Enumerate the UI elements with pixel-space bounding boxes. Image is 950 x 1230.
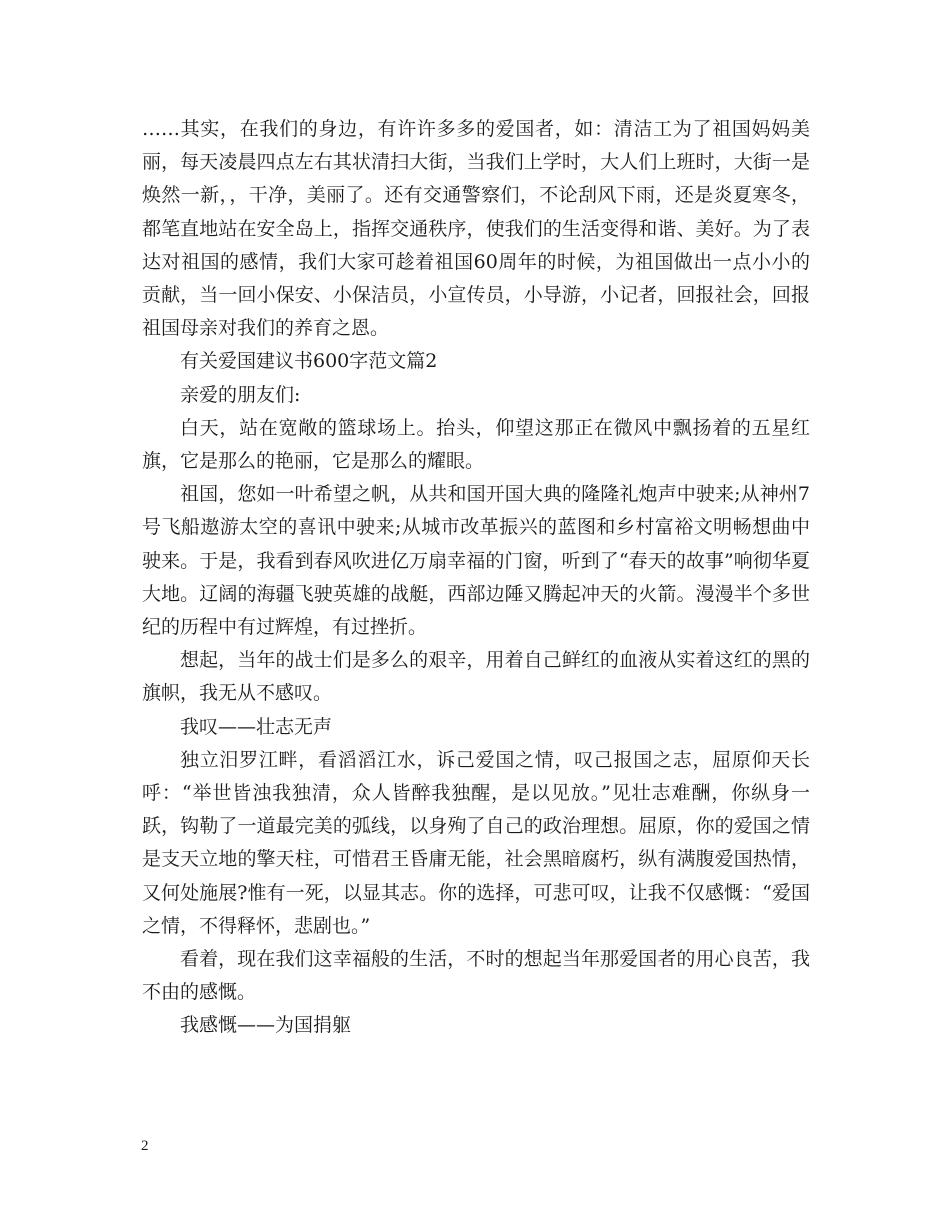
subheading-sacrifice: 我感慨——为国捐躯	[180, 1014, 352, 1037]
document-body	[142, 113, 810, 1043]
page-number: 2	[141, 1138, 149, 1154]
paragraph-8: 独立汨罗江畔，看滔滔江水，诉己爱国之情，叹己报国之志，屈原仰天长呼：“举世皆浊我独清，众人皆醉我独醒，是以见放。”见壮志难酬，你纵身一跃，钩勒了一道最完美的弧线，以身殉了自己的政治理想。屈原，你的爱国之情是支天立地的擎天柱，可惜君王昏庸无能，社会黑暗腐朽，纵有满腹爱国热情，又何处施展?惟有一死，以显其志。你的选择，可悲可叹，让我不仅感慨：“爱国之情，不得释怀，悲剧也。”	[142, 748, 810, 937]
paragraph-6: 想起，当年的战士们是多么的艰辛，用着自己鲜红的血液从实着这红的黑的旗帜，我无从不感叹。	[142, 649, 810, 705]
subheading-sigh: 我叹——壮志无声	[180, 715, 333, 738]
section-heading: 有关爱国建议书600字范文篇2	[180, 350, 438, 373]
paragraph-1: ……其实，在我们的身边，有许许多多的爱国者，如：清洁工为了祖国妈妈美丽，每天凌晨四点左右其状清扫大街，当我们上学时，大人们上班时，大街一是焕然一新，，干净，美丽了。还有交通警察们，不论刮风下雨，还是炎夏寒冬，都笔直地站在安全岛上，指挥交通秩序，使我们的生活变得和谐、美好。为了表达对祖国的感情，我们大家可趁着祖国60周年的时候，为祖国做出一点小小的贡献，当一回小保安、小保洁员，小宣传员，小导游，小记者，回报社会，回报祖国母亲对我们的养育之恩。	[142, 118, 810, 340]
paragraph-9: 看着，现在我们这幸福般的生活，不时的想起当年那爱国者的用心良苦，我不由的感慨。	[142, 948, 810, 1004]
salutation: 亲爱的朋友们:	[180, 383, 301, 406]
paragraph-4: 白天，站在宽敞的篮球场上。抬头，仰望这那正在微风中飘扬着的五星红旗，它是那么的艳丽，它是那么的耀眼。	[142, 416, 810, 473]
paragraph-5: 祖国，您如一叶希望之帆，从共和国开国大典的隆隆礼炮声中驶来;从神州7号飞船遨游太空的喜讯中驶来;从城市改革振兴的蓝图和乡村富裕文明畅想曲中驶来。于是，我看到春风吹进亿万扇幸福的门窗，听到了“春天的故事”响彻华夏大地。辽阔的海疆飞驶英雄的战艇，西部边陲又腾起冲天的火箭。漫漫半个多世纪的历程中有过辉煌，有过挫折。	[142, 483, 810, 639]
